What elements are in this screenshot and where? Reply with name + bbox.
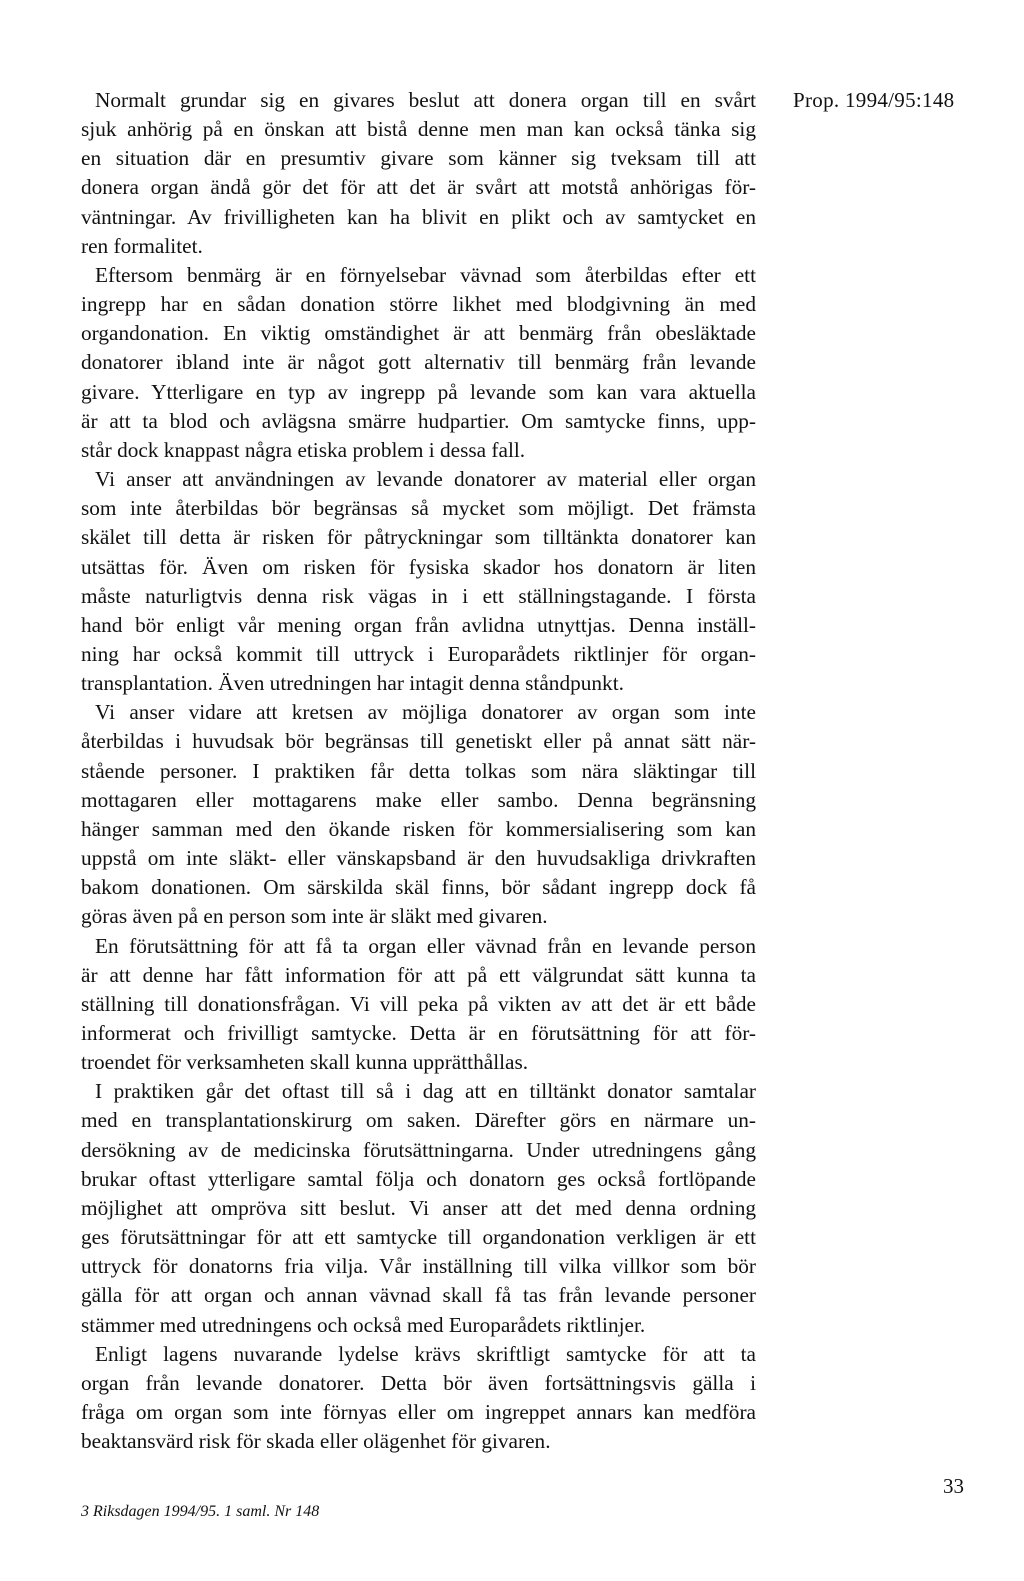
text-line: hand bör enligt vår mening organ från avlidna utnyttjas. Denna inställ- <box>81 612 756 637</box>
text-line: står dock knappast några etiska problem i dessa fall. <box>81 437 526 462</box>
paragraph-6 <box>81 1077 756 1339</box>
text-line: ren formalitet. <box>81 233 203 258</box>
text-line: ställning till donationsfrågan. Vi vill peka på vikten av att det är ett både <box>81 991 756 1016</box>
text-line: organ från levande donatorer. Detta bör även fortsättningsvis gälla i <box>81 1370 756 1395</box>
text-line: är att denne har fått information för att på ett välgrundat sätt kunna ta <box>81 962 756 987</box>
text-line: ges förutsättningar för att ett samtycke till organdonation verkligen är ett <box>81 1225 756 1250</box>
text-line: informerat och frivilligt samtycke. Detta är en förutsättning för att för- <box>81 1021 756 1045</box>
text-line: Eftersom benmärg är en förnyelsebar vävnad som återbildas efter ett <box>95 262 756 287</box>
text-line: väntningar. Av frivilligheten kan ha blivit en plikt och av samtycket en <box>81 204 756 229</box>
text-line: uppstå om inte släkt- eller vänskapsband är den huvudsakliga drivkraften <box>81 846 756 871</box>
text-line: utsättas för. Även om risken för fysiska skador hos donatorn är liten <box>81 554 756 579</box>
text-line: som inte återbildas bör begränsas så mycket som möjligt. Det främsta <box>81 496 756 521</box>
text-line: brukar oftast ytterligare samtal följa och donatorn ges också fortlöpande <box>81 1166 756 1191</box>
text-line: Enligt lagens nuvarande lydelse krävs skriftligt samtycke för att ta <box>95 1341 756 1366</box>
text-line: Normalt grundar sig en givares beslut att donera organ till en svårt <box>95 88 756 112</box>
text-line: sjuk anhörig på en önskan att bistå denne men man kan också tänka sig <box>81 117 756 142</box>
text-line: transplantation. Även utredningen har intagit denna ståndpunkt. <box>81 671 624 696</box>
paragraph-1 <box>81 86 756 261</box>
text-line: Vi anser vidare att kretsen av möjliga donatorer av organ som inte <box>95 700 756 725</box>
body-text <box>81 86 756 1456</box>
text-line: återbildas i huvudsak bör begränsas till genetiskt eller på annat sätt när- <box>81 729 756 754</box>
text-line: En förutsättning för att få ta organ eller vävnad från en levande person <box>95 933 756 958</box>
paragraph-2 <box>81 261 756 465</box>
proposition-reference: Prop. 1994/95:148 <box>793 88 955 112</box>
text-line: uttryck för donatorns fria vilja. Vår inställning till vilka villkor som bör <box>81 1254 756 1279</box>
text-line: är att ta blod och avlägsna smärre hudpartier. Om samtycke finns, upp- <box>81 408 756 433</box>
paragraph-7 <box>81 1340 756 1457</box>
text-line: med en transplantationskirurg om saken. Därefter görs en närmare un- <box>81 1108 756 1133</box>
text-line: gälla för att organ och annan vävnad skall få tas från levande personer <box>81 1283 756 1308</box>
text-line: dersökning av de medicinska förutsättningarna. Under utredningens gång <box>81 1137 756 1162</box>
text-line: en situation där en presumtiv givare som känner sig tveksam till att <box>81 146 756 171</box>
text-line: hänger samman med den ökande risken för kommersialisering som kan <box>81 816 756 841</box>
text-line: beaktansvärd risk för skada eller olägenhet för givaren. <box>81 1429 551 1454</box>
text-line: fråga om organ som inte förnyas eller om ingreppet annars kan medföra <box>81 1400 756 1425</box>
text-line: möjlighet att ompröva sitt beslut. Vi anser att det med denna ordning <box>81 1195 756 1220</box>
paragraph-3 <box>81 465 756 698</box>
text-line: givare. Ytterligare en typ av ingrepp på levande som kan vara aktuella <box>81 379 756 404</box>
text-line: ingrepp har en sådan donation större likhet med blodgivning än med <box>81 292 756 317</box>
text-line: mottagaren eller mottagarens make eller sambo. Denna begränsning <box>81 787 756 812</box>
paragraph-5 <box>81 932 756 1078</box>
page-number: 33 <box>943 1474 964 1498</box>
text-line: donatorer ibland inte är något gott alternativ till benmärg från levande <box>81 350 756 375</box>
text-line: I praktiken går det oftast till så i dag att en tilltänkt donator samtalar <box>95 1079 756 1104</box>
text-line: Vi anser att användningen av levande donatorer av material eller organ <box>95 467 756 492</box>
text-line: troendet för verksamheten skall kunna upprätthållas. <box>81 1050 529 1075</box>
text-line: stämmer med utredningens och också med Europarådets riktlinjer. <box>81 1312 646 1337</box>
text-line: göras även på en person som inte är släkt med givaren. <box>81 904 548 929</box>
text-line: bakom donationen. Om särskilda skäl finns, bör sådant ingrepp dock få <box>81 875 756 900</box>
text-line: skälet till detta är risken för påtryckningar som tilltänkta donatorer kan <box>81 525 756 550</box>
text-line: stående personer. I praktiken får detta tolkas som nära släktingar till <box>81 758 756 783</box>
text-line: organdonation. En viktig omständighet är att benmärg från obesläktade <box>81 321 756 346</box>
text-line: måste naturligtvis denna risk vägas in i ett ställningstagande. I första <box>81 583 756 608</box>
paragraph-4 <box>81 698 756 931</box>
text-line: ning har också kommit till uttryck i Europarådets riktlinjer för organ- <box>81 641 756 666</box>
footer-source: 3 Riksdagen 1994/95. 1 saml. Nr 148 <box>81 1503 320 1520</box>
text-line: donera organ ändå gör det för att det är svårt att motstå anhörigas för- <box>81 175 756 200</box>
